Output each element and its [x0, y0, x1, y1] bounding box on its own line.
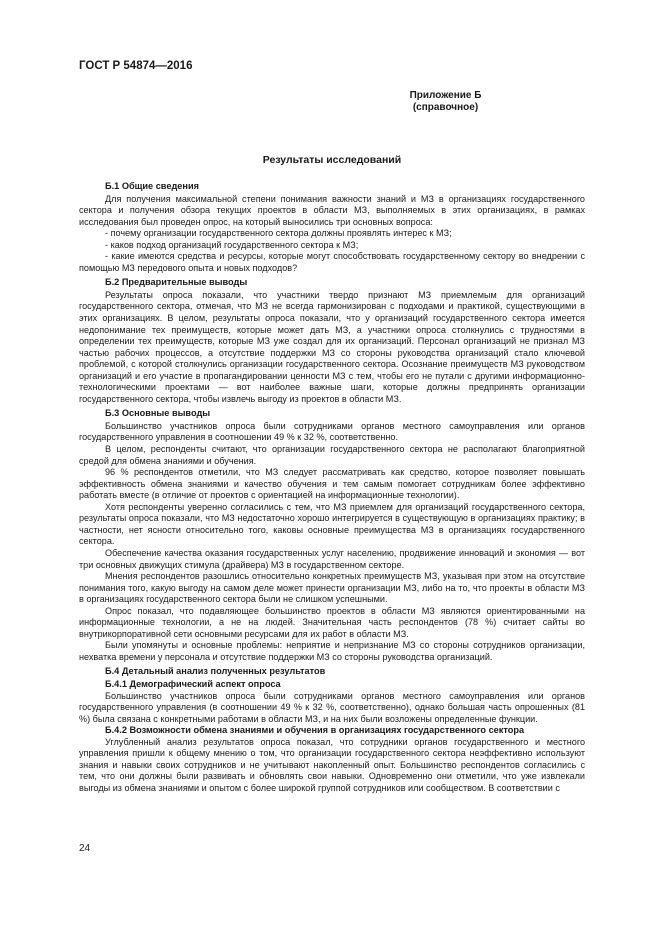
section-heading-b2: Б.2 Предварительные выводы [105, 277, 248, 288]
subsection-heading-b4-2: Б.4.2 Возможности обмена знаниями и обучения в организациях государственного сектора [105, 725, 525, 736]
paragraph: 96 % респондентов отметили, что МЗ следует рассматривать как средство, которое позволяет повышать эффективность обмена знаниями и качество обучения и тем самым помогает сотрудникам более эффективно работать вместе (в отличие от проектов с ориентацией на информационные технологии). [79, 467, 585, 501]
page-title: Результаты исследований [262, 154, 402, 166]
document-header: ГОСТ Р 54874—2016 [79, 60, 193, 72]
section-heading-b3: Б.3 Основные выводы [105, 408, 211, 419]
paragraph: Мнения респондентов разошлись относительно конкретных преимуществ МЗ, указывая при этом на отсутствие понимания того, какую выгоду на самом деле может принести организации МЗ, либо на то, что проекты в области МЗ в организациях государственного сектора были не слишком успешными. [79, 571, 585, 605]
appendix-label [0, 90, 661, 114]
appendix-note: (справочное) [412, 102, 479, 113]
paragraph: Результаты опроса показали, что участники твердо признают МЗ приемлемым для организаций государственного сектора, отмечая, что МЗ не всегда гармонизирован с подходами и практикой, существующими в этих организациях. В целом, результаты опроса показали, что у организаций государственного сектора имеется недопонимание тех преимуществ, которые может дать МЗ, а участники опроса столкнулись с трудностями в определении тех преимуществ, которые МЗ уже создал для их организаций. Персонал организаций не признал МЗ частью рабочих процессов, а отсутствие поддержки МЗ со стороны руководства организаций стало ключевой проблемой, с которой столкнулись организации государственного сектора. Осознание преимуществ МЗ руководством организаций и его участие в пропагандировании ценности МЗ с тем, чтобы его не путали с другими информационно-технологическими проектами — вот наиболее важные шаги, которые должны предпринять организации государственного сектора, чтобы извлечь выгоду из проектов в области МЗ. [79, 289, 585, 404]
paragraph: Опрос показал, что подавляющее большинство проектов в области МЗ являются ориентированными на информационные технологии, а не на людей. Значительная часть респондентов (78 %) считает сайты во внутрикорпоративной сети основными ресурсами для их работ в области МЗ. [79, 605, 585, 639]
paragraph: Большинство участников опроса были сотрудниками органов местного самоуправления или органов государственного управления в соотношении 49 % к 32 %, соответственно. [79, 420, 585, 443]
paragraph: Хотя респонденты уверенно согласились с тем, что МЗ приемлем для организаций государственного сектора, результаты опроса показали, что МЗ недостаточно хорошо интегрируется в существующую в организациях практику; в частности, нет ясности относительно того, каковы основные преимущества МЗ в организациях государственного сектора. [79, 501, 585, 547]
section-heading-b4: Б.4 Детальный анализ полученных результатов [105, 666, 326, 677]
list-item: - каков подход организаций государственного сектора к МЗ; [79, 240, 585, 252]
document-body [79, 181, 585, 794]
page-number: 24 [79, 843, 91, 854]
list-item: - какие имеются средства и ресурсы, которые могут способствовать государственному сектору во внедрении с помощью МЗ передового опыта и новых подходов? [79, 251, 585, 274]
paragraph: Углубленный анализ результатов опроса показал, что сотрудники органов государственного и местного управления пришли к общему мнению о том, что организации государственного сектора неэффективно используют знания и навыки своих сотрудников и не учитывают накопленный опыт. Большинство респондентов согласились с тем, что они должны были развивать и обновлять свои навыки. Одновременно они отметили, что уже извлекали выгоды из обмена знаниями и опытом с более широкой группой сотрудников или сообществом. В соответствии с [79, 736, 585, 793]
paragraph: Обеспечение качества оказания государственных услуг населению, продвижение инноваций и экономия — вот три основных движущих стимула (драйвера) МЗ в государственном секторе. [79, 547, 585, 570]
subsection-heading-b4-1: Б.4.1 Демографический аспект опроса [105, 678, 281, 689]
paragraph: Большинство участников опроса были сотрудниками органов местного самоуправления или органов государственного управления (в соотношении 49 % к 32 %, соответственно), однако большая часть опрошенных (81 %) была связана с конкретными работами в области МЗ, и на них были возложены определенные функции. [79, 690, 585, 724]
paragraph: Были упомянуты и основные проблемы: неприятие и непризнание МЗ со стороны сотрудников организации, нехватка времени у персонала и отсутствие поддержки МЗ со стороны руководства организаций. [79, 640, 585, 662]
paragraph: Для получения максимальной степени понимания важности знаний и МЗ в организациях государственного сектора и получения обзора текущих проектов в области МЗ, выполняемых в этих организациях, в рамках исследования был проведен опрос, на который выносились три основных вопроса: [79, 193, 585, 227]
section-heading-b1: Б.1 Общие сведения [105, 181, 199, 191]
appendix-title: Приложение Б [409, 90, 482, 101]
paragraph: В целом, респонденты считают, что организации государственного сектора не располагают благоприятной средой для обмена знаниями и обучения. [79, 444, 585, 466]
list-item: - почему организации государственного сектора должны проявлять интерес к МЗ; [79, 228, 585, 240]
